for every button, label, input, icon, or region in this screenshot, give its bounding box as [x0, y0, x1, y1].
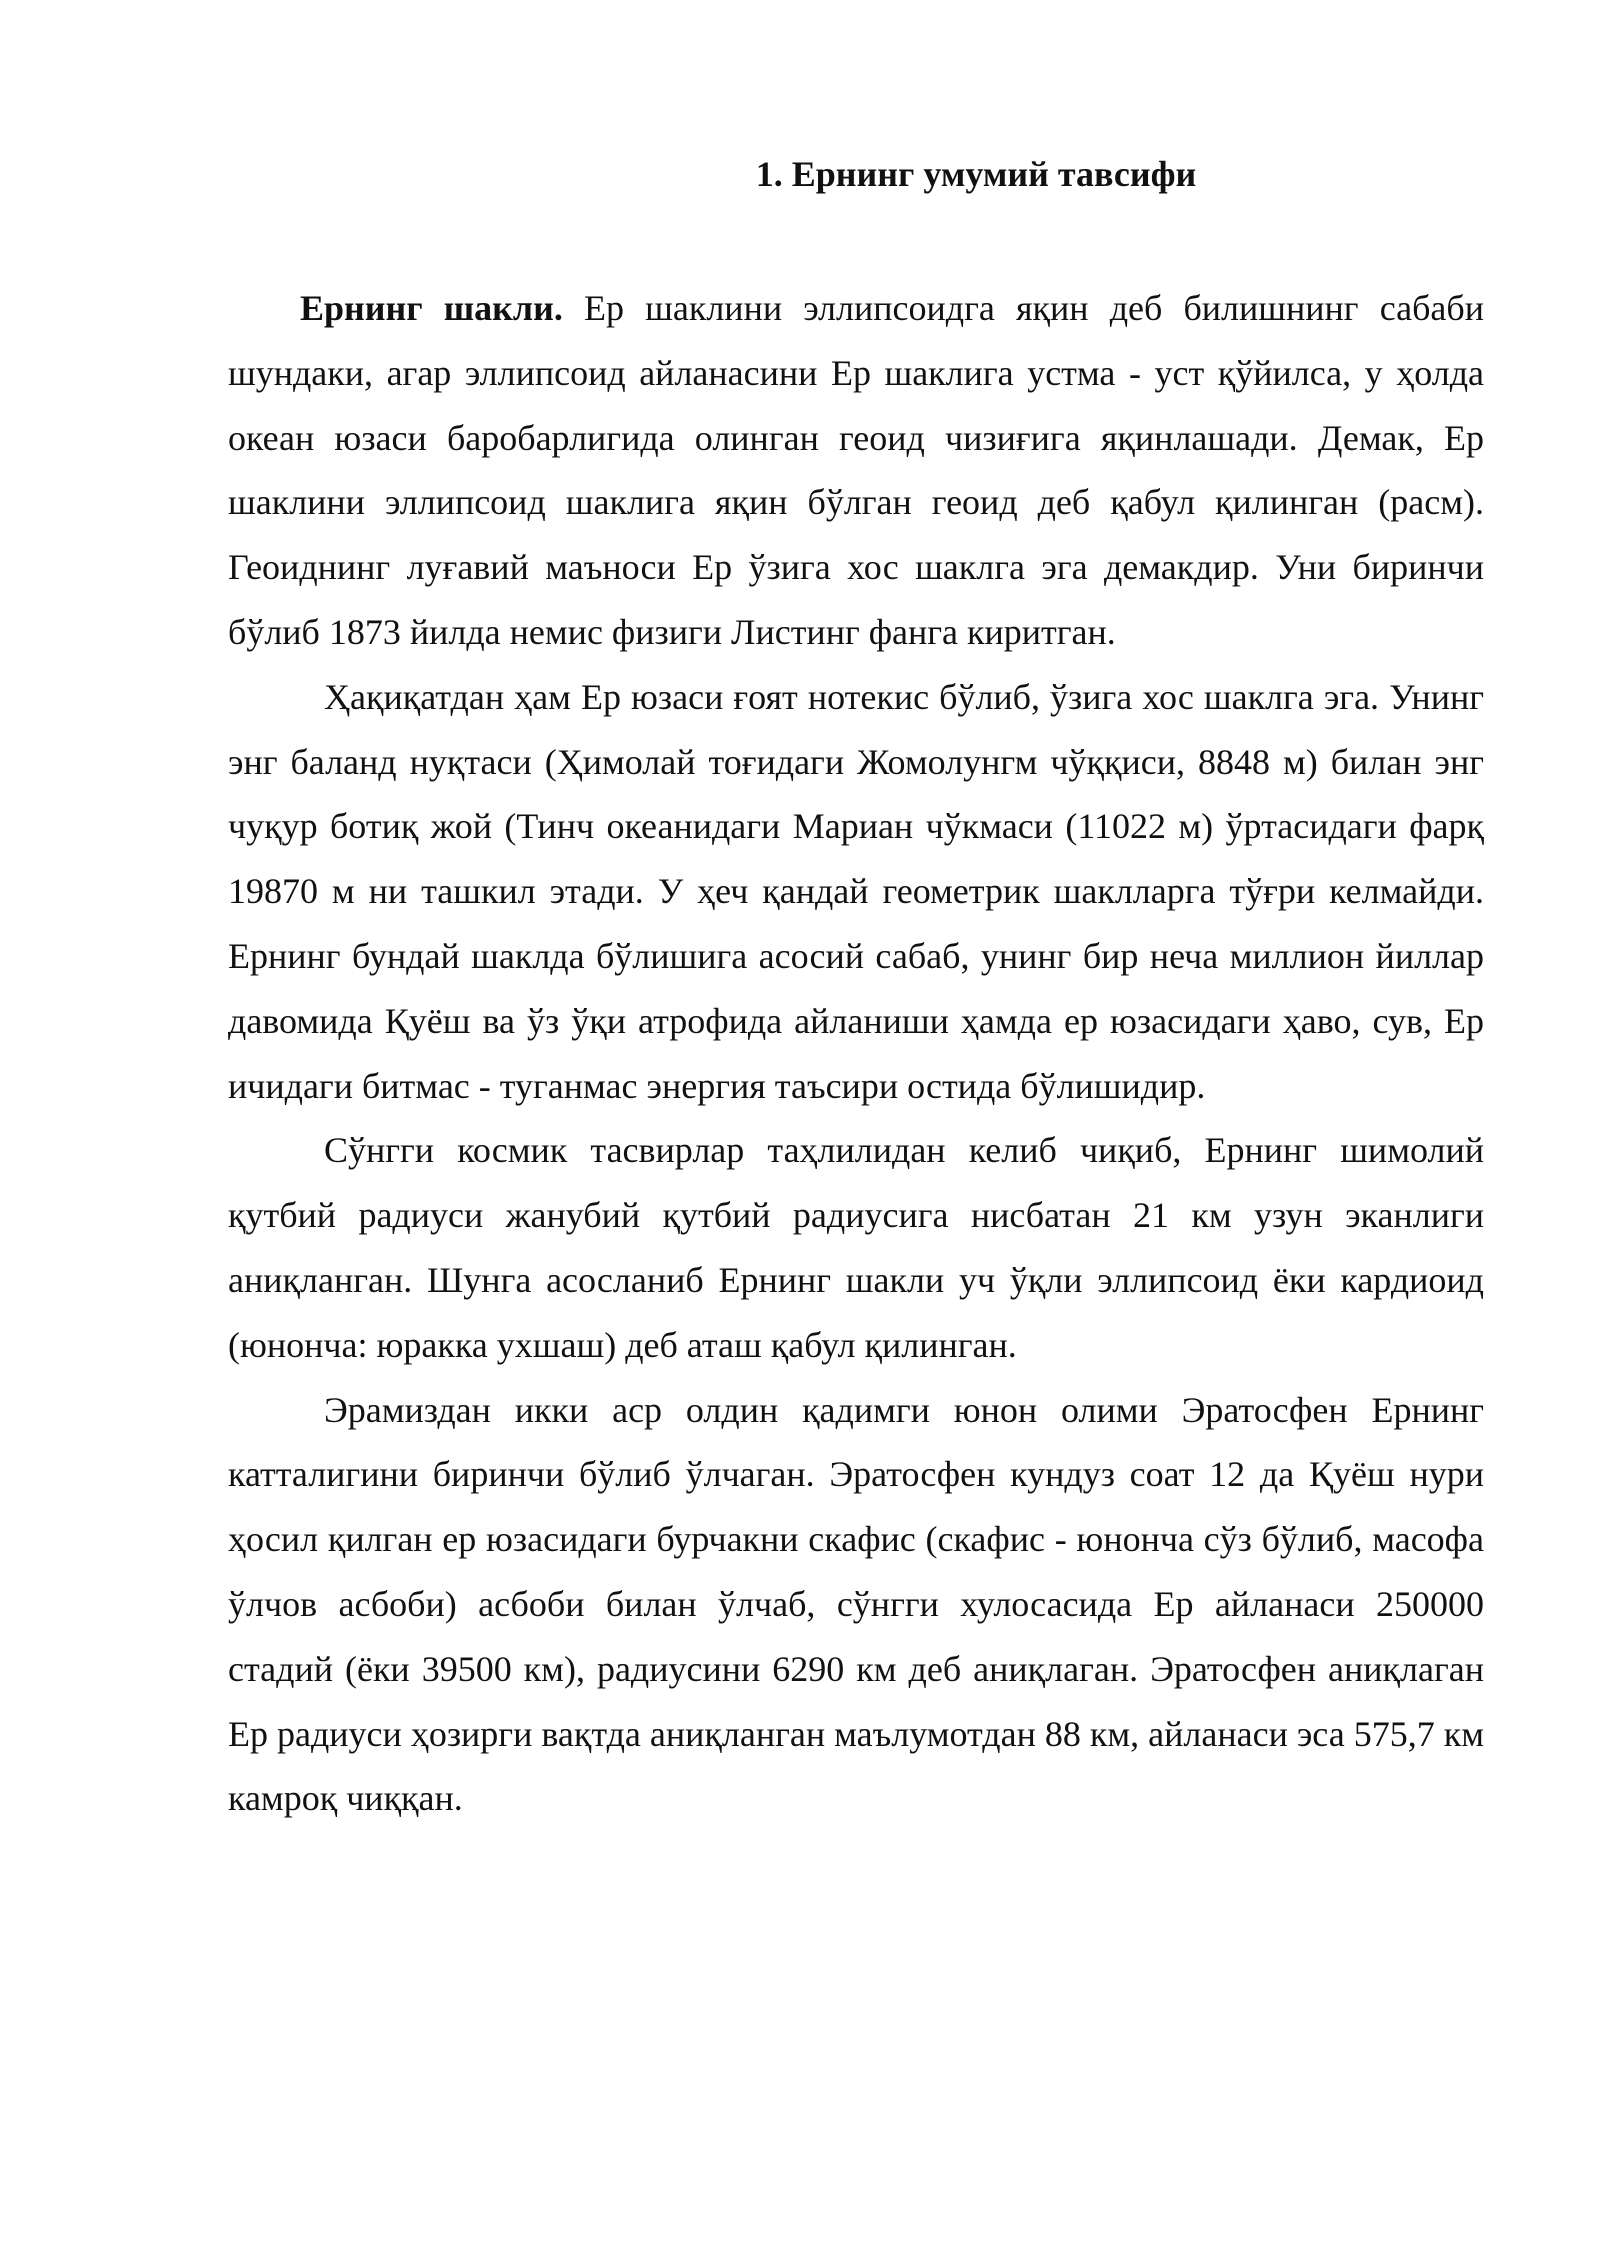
- document-body: [228, 148, 1484, 1831]
- paragraph-polar-radius: Сўнгги космик тасвирлар таҳлилидан келиб чиқиб, Ернинг шимолий қутбий радиуси жанубий қутбий радиусига нисбатан 21 км узун эканлиги аниқланган. Шунга асосланиб Ернинг шакли уч ўқли эллипсоид ёки кардиоид (юнонча: юракка ухшаш) деб аташ қабул қилинган.: [228, 1130, 1484, 1365]
- paragraph-eratosthenes: Эрамиздан икки аср олдин қадимги юнон олими Эратосфен Ернинг катталигини биринчи бўлиб ўлчаган. Эратосфен кундуз соат 12 да Қуёш нури ҳосил қилган ер юзасидаги бурчакни скафис (скафис - юнонча сўз бўлиб, масофа ўлчов асбоби) асбоби билан ўлчаб, сўнгги хулосасида Ер айланаси 250000 стадий (ёки 39500 км), радиусини 6290 км деб аниқлаган. Эратосфен аниқлаган Ер радиуси ҳозирги вақтда аниқланган маълумотдан 88 км, айланаси эса 575,7 км камроқ чиққан.: [228, 1389, 1484, 1819]
- section-title: 1. Ернинг умумий тавсифи: [755, 154, 1197, 194]
- paragraph-text: Ер шаклини эллипсоидга яқин деб билишнинг сабаби шундаки, агар эллипсоид айланасини Ер шаклига устма - уст қўйилса, у ҳолда океан юзаси баробарлигида олинган геоид чизиғига яқинлашади. Демак, Ер шаклини эллипсоид шаклига яқин бўлган геоид деб қабул қилинган (расм). Геоиднинг луғавий маъноси Ер ўзига хос шаклга эга демакдир. Уни биринчи бўлиб 1873 йилда немис физиги Листинг фанга киритган.: [228, 288, 1484, 652]
- paragraph-surface-relief: Ҳақиқатдан ҳам Ер юзаси ғоят нотекис бўлиб, ўзига хос шаклга эга. Унинг энг баланд нуқтаси (Ҳимолай тоғидаги Жомолунгм чўққиси, 8848 м) билан энг чуқур ботиқ жой (Тинч океанидаги Мариан чўкмаси (11022 м) ўртасидаги фарқ 19870 м ни ташкил этади. У ҳеч қандай геометрик шаклларга тўғри келмайди. Ернинг бундай шаклда бўлишига асосий сабаб, унинг бир неча миллион йиллар давомида Қуёш ва ўз ўқи атрофида айланиши ҳамда ер юзасидаги ҳаво, сув, Ер ичидаги битмас - туганмас энергия таъсири остида бўлишидир.: [228, 676, 1484, 1106]
- paragraph-lead-term: Ернинг шакли.: [300, 288, 563, 328]
- paragraph-earth-shape: [228, 276, 1484, 665]
